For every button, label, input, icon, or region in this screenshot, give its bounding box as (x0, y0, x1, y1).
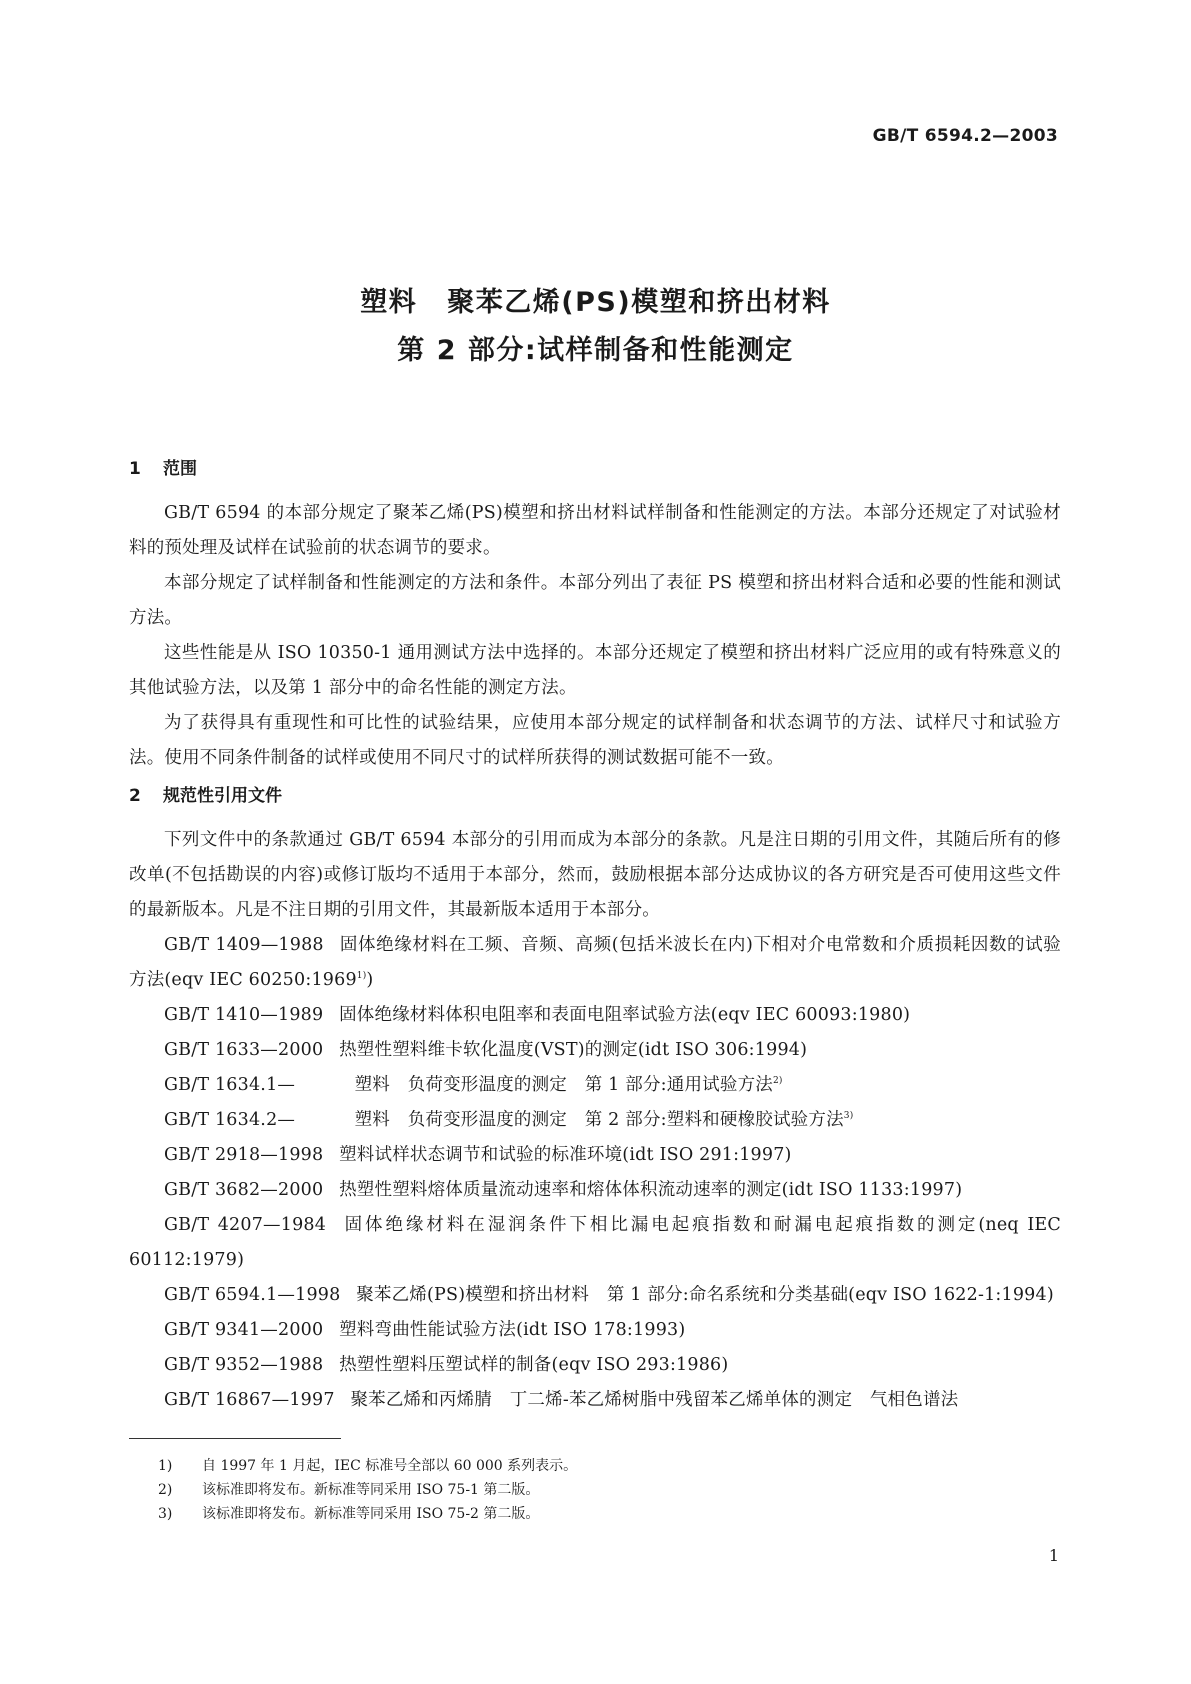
reference-code: GB/T 6594.1—1998 (164, 1285, 341, 1305)
paragraph: 本部分规定了试样制备和性能测定的方法和条件。本部分列出了表征 PS 模塑和挤出材料合适和必要的性能和测试方法。 (129, 573, 1061, 628)
reference-code: GB/T 2918—1998 (164, 1145, 324, 1165)
reference-item (129, 1173, 1061, 1208)
page-number: 1 (1048, 1546, 1059, 1565)
section-title: 规范性引用文件 (163, 786, 282, 806)
reference-title: 塑料弯曲性能试验方法(idt ISO 178:1993) (339, 1320, 686, 1340)
paragraph: 这些性能是从 ISO 10350-1 通用测试方法中选择的。本部分还规定了模塑和挤出材料广泛应用的或有特殊意义的其他试验方法，以及第 1 部分中的命名性能的测定方法。 (129, 643, 1061, 698)
section-2-body (129, 823, 1061, 1418)
document-title-line1 (0, 280, 1191, 319)
section-title: 范围 (163, 459, 197, 479)
reference-item (129, 1278, 1061, 1313)
reference-code: GB/T 1409—1988 (164, 935, 324, 955)
footnotes (158, 1454, 577, 1526)
footnote-divider (129, 1438, 341, 1439)
reference-code: GB/T 1410—1989 (164, 1005, 324, 1025)
reference-item (129, 928, 1061, 998)
standard-code: GB/T 6594.2—2003 (872, 126, 1058, 146)
reference-title: 塑料 负荷变形温度的测定 第 1 部分:通用试验方法 (354, 1075, 773, 1095)
reference-title: 聚苯乙烯和丙烯腈 丁二烯-苯乙烯树脂中残留苯乙烯单体的测定 气相色谱法 (350, 1390, 959, 1410)
reference-code: GB/T 3682—2000 (164, 1180, 324, 1200)
reference-tail: ) (366, 970, 374, 990)
reference-title: 热塑性塑料压塑试样的制备(eqv ISO 293:1986) (339, 1355, 729, 1375)
footnote (158, 1478, 577, 1502)
reference-item (129, 1208, 1061, 1278)
reference-item (129, 1103, 1061, 1138)
paragraph: 为了获得具有重现性和可比性的试验结果，应使用本部分规定的试样制备和状态调节的方法、试样尺寸和试验方法。使用不同条件制备的试样或使用不同尺寸的试样所获得的测试数据可能不一致。 (129, 713, 1061, 768)
reference-item (129, 1348, 1061, 1383)
reference-item (129, 1033, 1061, 1068)
footnote-number: 2) (158, 1482, 173, 1498)
reference-title: 固体绝缘材料体积电阻率和表面电阻率试验方法(eqv IEC 60093:1980) (339, 1005, 911, 1025)
footnote-marker: 3) (843, 1111, 854, 1122)
section-1-body (129, 496, 1061, 776)
reference-code: GB/T 9341—2000 (164, 1320, 324, 1340)
reference-code: GB/T 9352—1988 (164, 1355, 324, 1375)
reference-item (129, 1138, 1061, 1173)
footnote (158, 1502, 577, 1526)
reference-code: GB/T 1634.2— (164, 1110, 296, 1130)
reference-item (129, 998, 1061, 1033)
reference-item (129, 1068, 1061, 1103)
paragraph: GB/T 6594 的本部分规定了聚苯乙烯(PS)模塑和挤出材料试样制备和性能测定的方法。本部分还规定了对试验材料的预处理及试样在试验前的状态调节的要求。 (129, 503, 1061, 558)
reference-title: 固体绝缘材料在湿润条件下相比漏电起痕指数和耐漏电起痕指数的测定(neq IEC 60112:1979) (129, 1215, 1061, 1270)
section-2-heading (129, 781, 282, 806)
title-part-b: 聚苯乙烯(PS)模塑和挤出材料 (447, 287, 831, 318)
reference-title: 固体绝缘材料在工频、音频、高频(包括米波长在内)下相对介电常数和介质损耗因数的试验方法(eqv IEC 60250:1969 (129, 935, 1061, 990)
reference-title: 塑料 负荷变形温度的测定 第 2 部分:塑料和硬橡胶试验方法 (354, 1110, 844, 1130)
reference-code: GB/T 16867—1997 (164, 1390, 335, 1410)
reference-item (129, 1383, 1061, 1418)
section-1-heading (129, 454, 197, 479)
reference-code: GB/T 1633—2000 (164, 1040, 324, 1060)
reference-item (129, 1313, 1061, 1348)
reference-code: GB/T 4207—1984 (164, 1215, 327, 1235)
title-part-a: 塑料 (360, 287, 418, 318)
reference-title: 聚苯乙烯(PS)模塑和挤出材料 第 1 部分:命名系统和分类基础(eqv ISO 1622-1:1994) (356, 1285, 1054, 1305)
section-number: 1 (129, 459, 141, 479)
paragraph: 下列文件中的条款通过 GB/T 6594 本部分的引用而成为本部分的条款。凡是注日期的引用文件，其随后所有的修改单(不包括勘误的内容)或修订版均不适用于本部分，然而，鼓励根据本部分达成协议的各方研究是否可使用这些文件的最新版本。凡是不注日期的引用文件，其最新版本适用于本部分。 (129, 830, 1061, 920)
footnote-text: 自 1997 年 1 月起，IEC 标准号全部以 60 000 系列表示。 (202, 1458, 578, 1474)
document-title-line2: 第 2 部分:试样制备和性能测定 (397, 335, 794, 366)
footnote-text: 该标准即将发布。新标准等同采用 ISO 75-2 第二版。 (202, 1506, 540, 1522)
reference-code: GB/T 1634.1— (164, 1075, 296, 1095)
footnote-marker: 2) (772, 1076, 783, 1087)
footnote-number: 3) (158, 1506, 173, 1522)
section-number: 2 (129, 786, 141, 806)
reference-title: 热塑性塑料熔体质量流动速率和熔体体积流动速率的测定(idt ISO 1133:1997) (339, 1180, 963, 1200)
footnote-number: 1) (158, 1458, 173, 1474)
reference-title: 塑料试样状态调节和试验的标准环境(idt ISO 291:1997) (339, 1145, 792, 1165)
footnote-text: 该标准即将发布。新标准等同采用 ISO 75-1 第二版。 (202, 1482, 540, 1498)
footnote (158, 1454, 577, 1478)
footnote-marker: 1) (356, 971, 367, 982)
reference-title: 热塑性塑料维卡软化温度(VST)的测定(idt ISO 306:1994) (339, 1040, 808, 1060)
